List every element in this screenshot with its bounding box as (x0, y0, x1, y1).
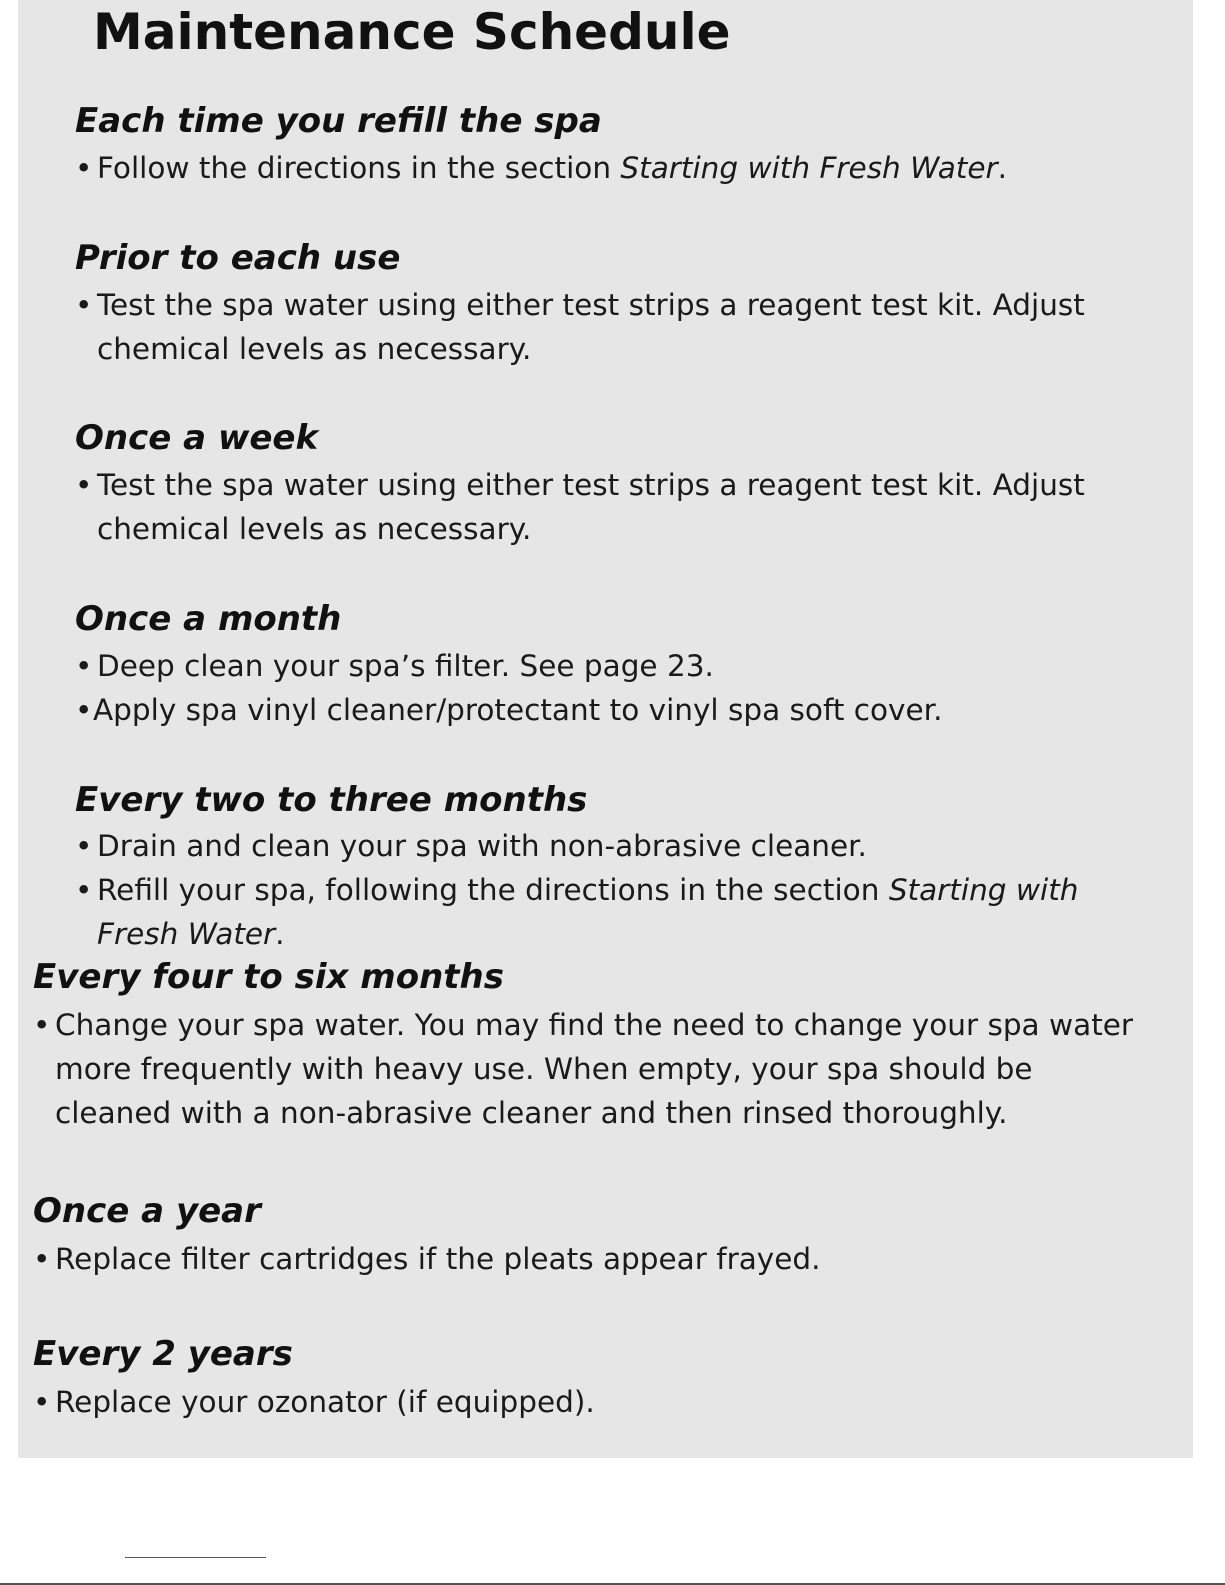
list-item: • Drain and clean your spa with non-abrasive cleaner. (75, 824, 1185, 868)
list-item: • Test the spa water using either test strips a reagent test kit. Adjust chemical levels as necessary. (75, 283, 1185, 371)
list-item: • Apply spa vinyl cleaner/protectant to vinyl spa soft cover. (75, 688, 1185, 732)
section-four-six-months (33, 957, 1143, 1135)
section-prior-to-use (75, 238, 1185, 371)
section-once-month (75, 599, 1185, 732)
section-two-three-months (75, 780, 1185, 956)
section-heading: Once a month (75, 599, 342, 639)
list-item: • Replace your ozonator (if equipped). (33, 1380, 1143, 1424)
footer-link-underline (125, 1557, 266, 1558)
section-heading: Each time you refill the spa (75, 101, 602, 141)
section-heading: Once a year (33, 1191, 261, 1231)
list-item: • Follow the directions in the section Starting with Fresh Water. (75, 146, 1185, 190)
list-item: • Change your spa water. You may find the need to change your spa water more frequently with heavy use. When empty, your spa should be cleaned with a non-abrasive cleaner and then rinsed thoroughly. (33, 1003, 1143, 1135)
list-item: • Test the spa water using either test strips a reagent test kit. Adjust chemical levels as necessary. (75, 463, 1185, 551)
list-item: • Replace filter cartridges if the pleats appear frayed. (33, 1237, 1143, 1281)
list-item: • Refill your spa, following the directions in the section Starting with Fresh Water. (75, 868, 1097, 956)
section-heading: Every two to three months (75, 780, 588, 820)
section-heading: Prior to each use (75, 238, 401, 278)
list-item: • Deep clean your spa’s filter. See page 23. (75, 644, 1185, 688)
section-reference: Starting with Fresh Water (620, 151, 998, 185)
section-once-week (75, 418, 1185, 551)
section-heading: Every 2 years (33, 1334, 293, 1374)
page-title: Maintenance Schedule (93, 3, 731, 61)
section-heading: Every four to six months (33, 957, 504, 997)
section-each-refill (75, 101, 1185, 190)
section-every-2-years (33, 1334, 1143, 1424)
section-once-year (33, 1191, 1143, 1281)
section-heading: Once a week (75, 418, 319, 458)
section-reference: Starting with Fresh Water (97, 873, 1079, 951)
